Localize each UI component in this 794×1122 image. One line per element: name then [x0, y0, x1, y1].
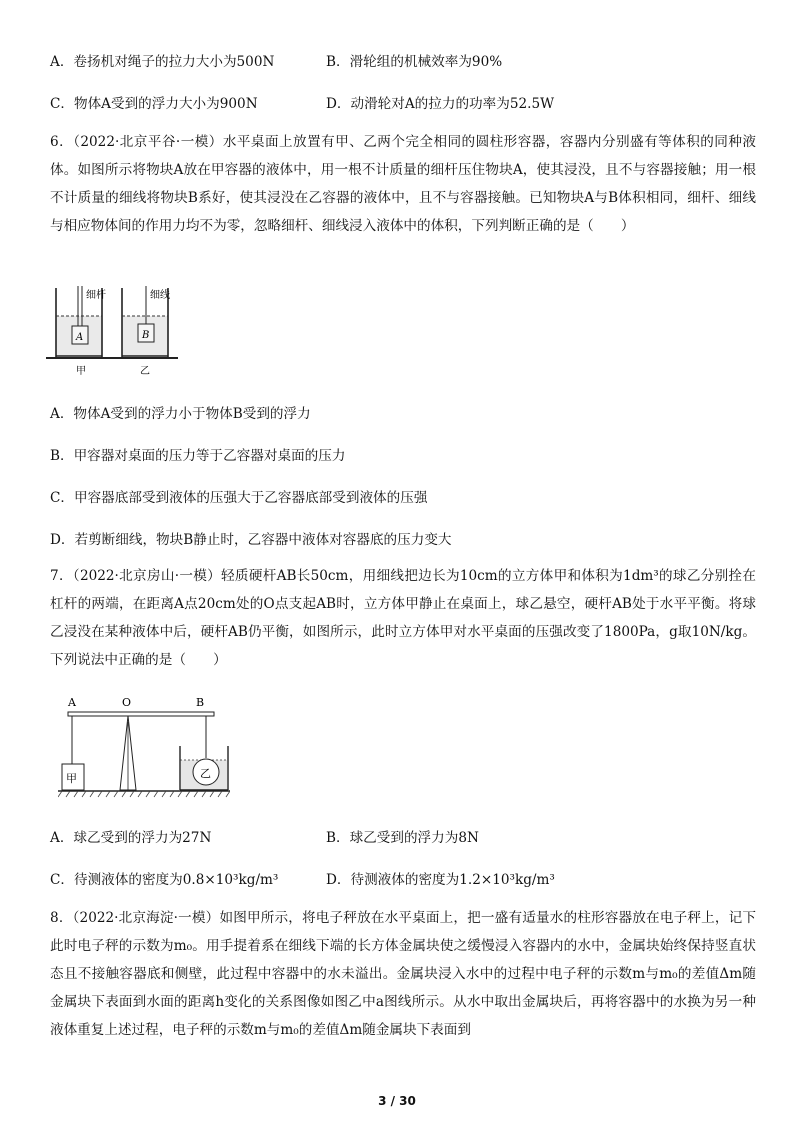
q7-label-a: A — [68, 696, 76, 709]
page-number: 3 / 30 — [378, 1094, 416, 1108]
q6-stem: 6．（2022·北京平谷·一模）水平桌面上放置有甲、乙两个完全相同的圆柱形容器，容器内分别盛有等体积的同种液体。如图所示将物块A放在甲容器的液体中，用一根不计质量的细杆压住物块A，使其浸没，且不与容器接触；用一根不计质量的细线将物块B系好，使其浸没在乙容器的液体中，且不与容器接触。已知物块A与B体积相同，细杆、细线与相应物体间的作用力均不为零，忽略细杆、细线浸入液体中的体积，下列判断正确的是（ ） — [50, 134, 756, 234]
q7-table-hatch — [58, 791, 230, 797]
q7-option-row-2 — [50, 868, 750, 890]
q6-option-a: A．物体A受到的浮力小于物体B受到的浮力 — [50, 406, 311, 422]
q7-label-b: B — [196, 696, 205, 709]
q6-label-yi: 乙 — [140, 366, 150, 376]
q7-lever — [68, 712, 214, 716]
q5-option-row-2 — [50, 92, 750, 114]
q7-label-jia: 甲 — [66, 772, 77, 785]
q6-option-b: B．甲容器对桌面的压力等于乙容器对桌面的压力 — [50, 448, 346, 464]
q6-block-a: A — [76, 332, 84, 343]
q6-label-rod: 细杆 — [86, 290, 106, 301]
q7-label-o: O — [122, 696, 132, 709]
q6-label-thread: 细线 — [150, 290, 170, 301]
q6-figure — [44, 284, 184, 376]
q5-option-row-1 — [50, 50, 750, 72]
q5-option-d: D．动滑轮对A的拉力的功率为52.5W — [326, 96, 555, 112]
q7-option-d: D．待测液体的密度为1.2×10³kg/m³ — [326, 872, 555, 888]
q6-option-d: D．若剪断细线，物块B静止时，乙容器中液体对容器底的压力变大 — [50, 532, 452, 548]
q6-option-c: C．甲容器底部受到液体的压强大于乙容器底部受到液体的压强 — [50, 490, 428, 506]
q6-label-jia: 甲 — [76, 366, 86, 376]
q5-option-a: A．卷扬机对绳子的拉力大小为500N — [50, 54, 275, 70]
q7-option-c: C．待测液体的密度为0.8×10³kg/m³ — [50, 872, 279, 888]
q7-option-b: B．球乙受到的浮力为8N — [326, 830, 479, 846]
q7-label-yi: 乙 — [200, 767, 211, 780]
q8-stem: 8．（2022·北京海淀·一模）如图甲所示，将电子秤放在水平桌面上，把一盛有适量水的柱形容器放在电子秤上，记下此时电子秤的示数为m₀。用手提着系在细线下端的长方体金属块使之缓慢浸入容器内的水中，金属块始终保持竖直状态且不接触容器底和侧壁，此过程中容器中的水未溢出。金属块浸入水中的过程中电子秤的示数m与m₀的差值Δm随金属块下表面到水面的距离h变化的关系图像如图乙中a图线所示。从水中取出金属块后，再将容器中的水换为另一种液体重复上述过程，电子秤的示数m与m₀的差值Δm随金属块下表面到 — [50, 910, 756, 1038]
q7-option-row-1 — [50, 826, 750, 848]
q7-option-a: A．球乙受到的浮力为27N — [50, 830, 212, 846]
q5-option-c: C．物体A受到的浮力大小为900N — [50, 96, 258, 112]
q7-stem: 7．（2022·北京房山·一模）轻质硬杆AB长50cm，用细线把边长为10cm的立方体甲和体积为1dm³的球乙分别拴在杠杆的两端，在距离A点20cm处的O点支起AB时，立方体甲静止在桌面上，球乙悬空，硬杆AB处于水平平衡。将球乙浸没在某种液体中后，硬杆AB仍平衡，如图所示，此时立方体甲对水平桌面的压强改变了1800Pa，g取10N/kg。下列说法中正确的是（ ） — [50, 568, 756, 668]
q5-option-b: B．滑轮组的机械效率为90% — [326, 54, 503, 70]
q7-figure — [58, 694, 230, 804]
q6-block-b: B — [142, 330, 150, 341]
